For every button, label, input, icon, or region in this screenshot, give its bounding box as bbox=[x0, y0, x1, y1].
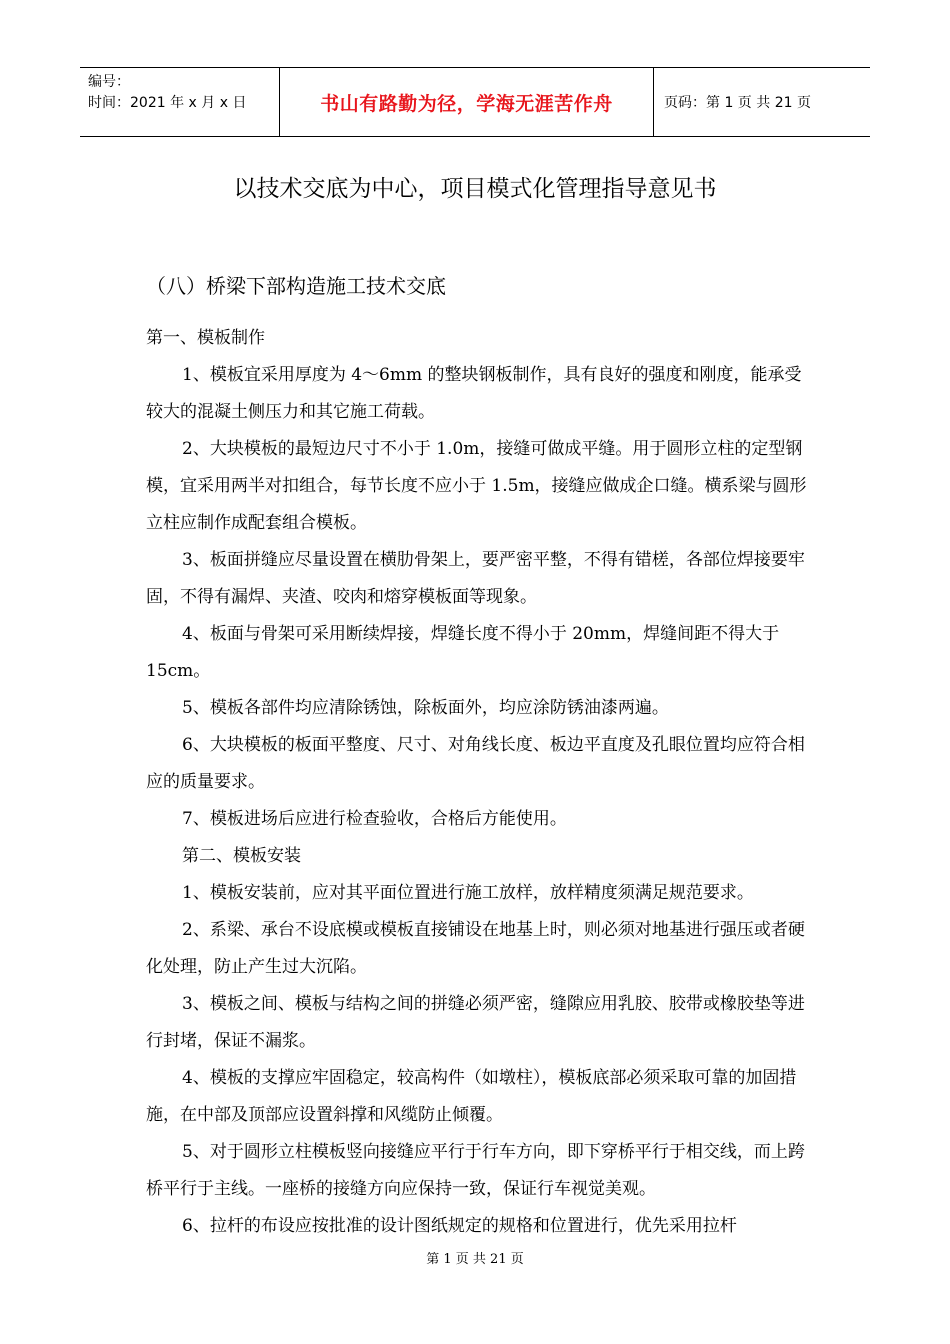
paragraph: 6、拉杆的布设应按批准的设计图纸规定的规格和位置进行，优先采用拉杆 bbox=[182, 1216, 737, 1236]
paragraph: 1、模板宜采用厚度为 4～6mm 的整块钢板制作，具有良好的强度和刚度，能承受较大的混凝土侧压力和其它施工荷载。 bbox=[146, 365, 802, 422]
paragraph: 5、对于圆形立柱模板竖向接缝应平行于行车方向，即下穿桥平行于相交线，而上跨桥平行于主线。一座桥的接缝方向应保持一致，保证行车视觉美观。 bbox=[146, 1142, 805, 1199]
page-footer: 第 1 页 共 21 页 bbox=[426, 1252, 524, 1267]
paragraph: 2、系梁、承台不设底模或模板直接铺设在地基上时，则必须对地基进行强压或者硬化处理，防止产生过大沉陷。 bbox=[146, 920, 805, 977]
doc-date: 时间：2021 年 x 月 x 日 bbox=[88, 95, 247, 111]
header-table bbox=[80, 67, 870, 137]
paragraph: 4、板面与骨架可采用断续焊接，焊缝长度不得小于 20mm，焊缝间距不得大于 15cm。 bbox=[146, 624, 780, 681]
subheading-2: 第二、模板安装 bbox=[182, 846, 301, 866]
paragraph: 3、模板之间、模板与结构之间的拼缝必须严密，缝隙应用乳胶、胶带或橡胶垫等进行封堵，保证不漏浆。 bbox=[146, 994, 805, 1051]
paragraph: 3、板面拼缝应尽量设置在横肋骨架上，要严密平整，不得有错槎，各部位焊接要牢固，不得有漏焊、夹渣、咬肉和熔穿模板面等现象。 bbox=[146, 550, 805, 607]
document-body bbox=[146, 320, 810, 1245]
paragraph: 1、模板安装前，应对其平面位置进行施工放样，放样精度须满足规范要求。 bbox=[182, 883, 754, 903]
paragraph: 4、模板的支撑应牢固稳定，较高构件（如墩柱），模板底部必须采取可靠的加固措施，在中部及顶部应设置斜撑和风缆防止倾覆。 bbox=[146, 1068, 797, 1125]
header-slogan-cell bbox=[280, 68, 654, 136]
header-page-cell bbox=[654, 68, 870, 136]
doc-number-label: 编号： bbox=[88, 74, 130, 90]
slogan: 书山有路勤为径，学海无涯苦作舟 bbox=[320, 92, 613, 115]
subheading-1: 第一、模板制作 bbox=[146, 328, 265, 348]
document-title: 以技术交底为中心，项目模式化管理指导意见书 bbox=[233, 176, 717, 202]
paragraph: 6、大块模板的板面平整度、尺寸、对角线长度、板边平直度及孔眼位置均应符合相应的质量要求。 bbox=[146, 735, 805, 792]
paragraph: 5、模板各部件均应清除锈蚀，除板面外，均应涂防锈油漆两遍。 bbox=[182, 698, 669, 718]
page-info: 页码：第 1 页 共 21 页 bbox=[664, 95, 811, 111]
paragraph: 7、模板进场后应进行检查验收，合格后方能使用。 bbox=[182, 809, 567, 829]
header-meta bbox=[80, 68, 280, 136]
section-title: （八）桥梁下部构造施工技术交底 bbox=[146, 274, 446, 298]
paragraph: 2、大块模板的最短边尺寸不小于 1.0m，接缝可做成平缝。用于圆形立柱的定型钢模，宜采用两半对扣组合，每节长度不应小于 1.5m，接缝应做成企口缝。横系梁与圆形立柱应制作成配套组合模板。 bbox=[146, 439, 807, 533]
